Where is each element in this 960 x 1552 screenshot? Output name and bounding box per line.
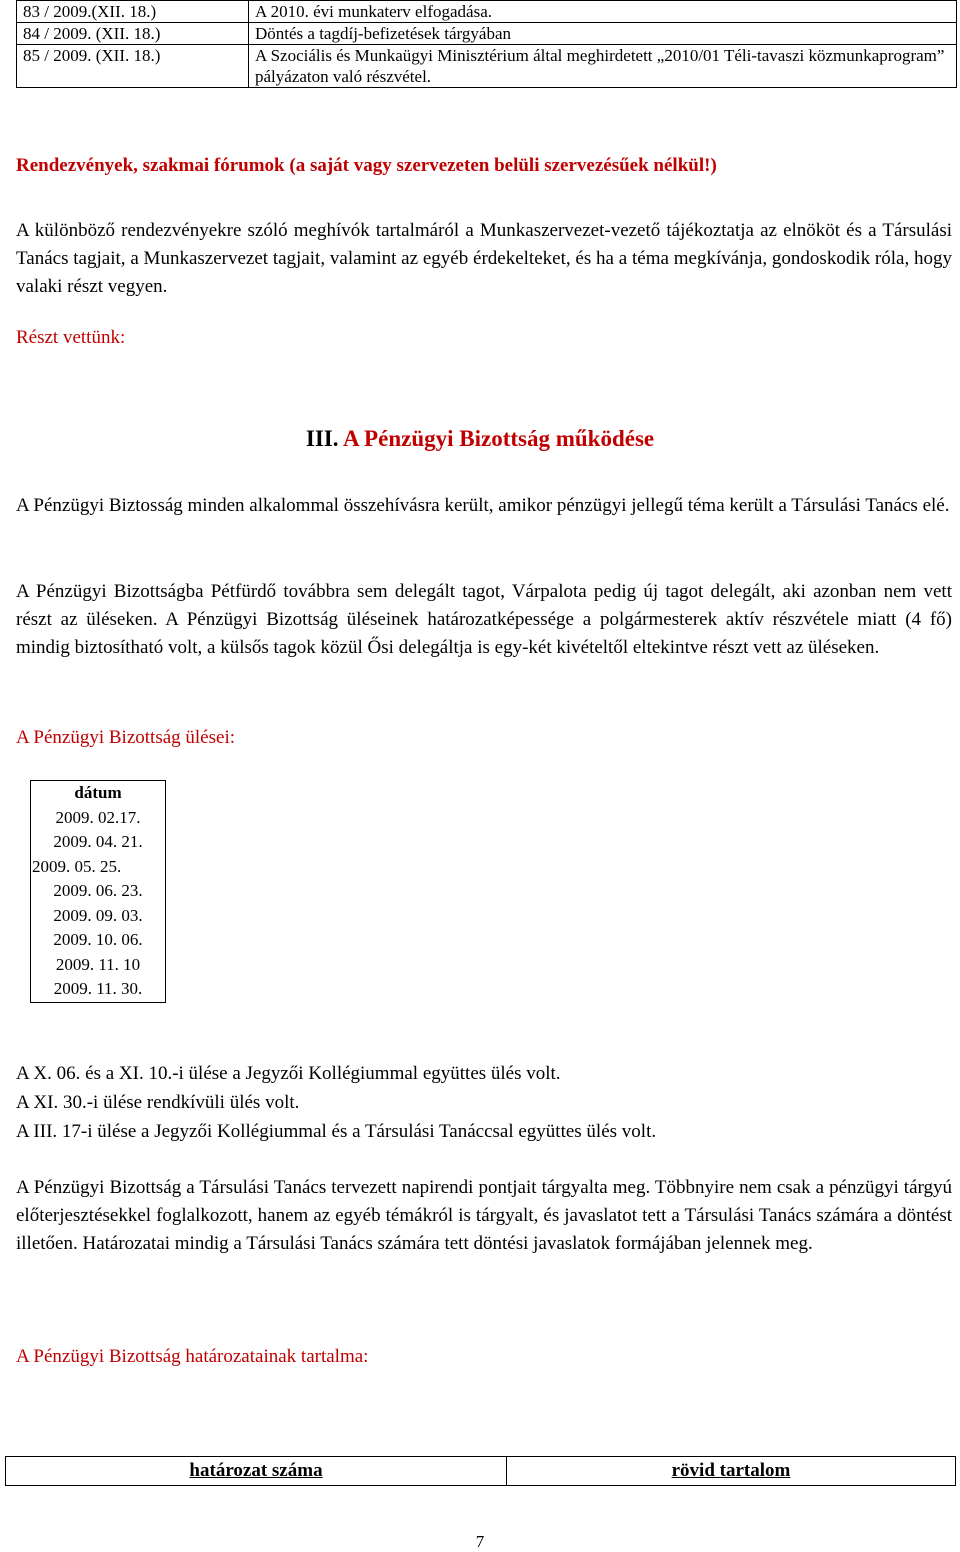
column-header-number: határozat száma	[6, 1457, 507, 1486]
section-roman-numeral: III.	[305, 426, 339, 451]
meeting-date: 2009. 02.17.	[31, 806, 166, 831]
table-row	[17, 23, 957, 45]
events-paragraph: A különböző rendezvényekre szóló meghívók tartalmáról a Munkaszervezet-vezető tájékoztatja az elnököt és a Társulási Tanács tagjait, a Munkaszervezet tagjait, valamint az egyéb érdekelteket, és ha a téma megkívánja, gondoskodik róla, hogy valaki részt vegyen.	[16, 220, 952, 297]
participated-label: Részt vettünk:	[16, 327, 126, 348]
decision-text: Döntés a tagdíj-befizetések tárgyában	[249, 23, 957, 45]
page-number: 7	[475, 1532, 485, 1551]
section-paragraph-1: A Pénzügyi Biztosság minden alkalommal összehívásra került, amikor pénzügyi jellegű téma került a Társulási Tanács elé.	[16, 495, 950, 516]
decision-number: 83 / 2009.(XII. 18.)	[17, 1, 249, 23]
meeting-date: 2009. 04. 21.	[31, 830, 166, 855]
table-row	[17, 1, 957, 23]
decision-number: 85 / 2009. (XII. 18.)	[17, 45, 249, 88]
column-header-content: rövid tartalom	[507, 1457, 956, 1486]
meetings-heading: A Pénzügyi Bizottság ülései:	[16, 727, 236, 748]
resolutions-table	[5, 1456, 956, 1486]
meetings-table	[30, 780, 166, 1003]
decision-text: A 2010. évi munkaterv elfogadása.	[249, 1, 957, 23]
events-heading: Rendezvények, szakmai fórumok (a saját vagy szervezeten belüli szervezésűek nélkül!)	[16, 155, 717, 176]
table-header-row	[6, 1457, 956, 1486]
meeting-date: 2009. 10. 06.	[31, 928, 166, 953]
decision-number: 84 / 2009. (XII. 18.)	[17, 23, 249, 45]
table-row	[17, 45, 957, 88]
note-line: A XI. 30.-i ülése rendkívüli ülés volt.	[16, 1092, 300, 1113]
note-line: A III. 17-i ülése a Jegyzői Kollégiummal és a Társulási Tanáccsal együttes ülés volt.	[16, 1121, 657, 1142]
decisions-table	[16, 0, 957, 88]
closing-paragraph: A Pénzügyi Bizottság a Társulási Tanács tervezett napirendi pontjait tárgyalta meg. Többnyire nem csak a pénzügyi tárgyú előterjesztésekkel foglalkozott, hanem az egyéb témákról is tárgyalt, és javaslatot tett a Társulási Tanács számára a döntést illetően. Határozatai mindig a Társulási Tanács számára tett döntési javaslatok formájában jelennek meg.	[16, 1177, 952, 1254]
meeting-date: 2009. 05. 25.	[31, 855, 166, 880]
section-title-text: A Pénzügyi Bizottság működése	[342, 426, 655, 451]
decision-text: A Szociális és Munkaügyi Minisztérium által meghirdetett „2010/01 Téli-tavaszi közmunkaprogram” pályázaton való részvétel.	[249, 45, 957, 88]
note-line: A X. 06. és a XI. 10.-i ülése a Jegyzői Kollégiummal együttes ülés volt.	[16, 1063, 561, 1084]
meeting-date: 2009. 09. 03.	[31, 904, 166, 929]
section-title	[0, 426, 960, 452]
resolutions-heading: A Pénzügyi Bizottság határozatainak tartalma:	[16, 1346, 369, 1367]
meeting-date: 2009. 06. 23.	[31, 879, 166, 904]
meetings-header: dátum	[31, 781, 166, 806]
meeting-date: 2009. 11. 10	[31, 953, 166, 978]
meeting-date: 2009. 11. 30.	[31, 977, 166, 1002]
section-paragraph-2: A Pénzügyi Bizottságba Pétfürdő továbbra sem delegált tagot, Várpalota pedig új tagot delegált, aki azonban nem vett részt az üléseken. A Pénzügyi Bizottság üléseinek határozatképessége a polgármesterek aktív részvétele miatt (4 fő) mindig biztosítható volt, a külsős tagok közül Ősi delegáltja is egy-két kivételtől eltekintve részt vett az üléseken.	[16, 581, 952, 658]
